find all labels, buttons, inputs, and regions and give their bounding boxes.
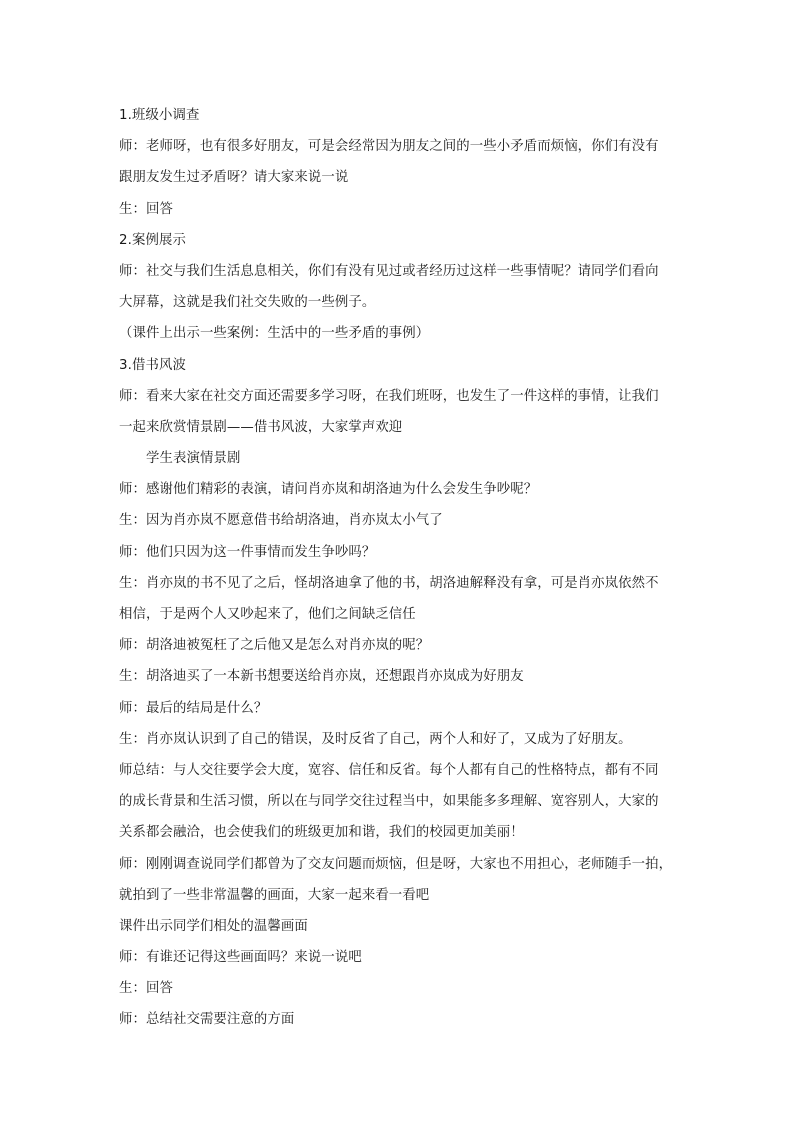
paragraph-line: 的成长背景和生活习惯，所以在与同学交往过程当中，如果能多多理解、宽容别人，大家的 (119, 794, 659, 810)
section-heading: 1.班级小调查 (119, 108, 200, 123)
paragraph-line: 跟朋友发生过矛盾呀？请大家来说一说 (119, 170, 349, 186)
paragraph-line: 师：感谢他们精彩的表演，请问肖亦岚和胡洛迪为什么会发生争吵呢？ (119, 482, 538, 498)
section-heading: 2.案例展示 (119, 232, 186, 248)
document-body (119, 100, 679, 1036)
paragraph-line: 一起来欣赏情景剧——借书风波，大家掌声欢迎 (119, 419, 403, 435)
paragraph-line: 师：他们只因为这一件事情而发生争吵吗？ (119, 544, 376, 560)
paragraph-line: 师：刚刚调查说同学们都曾为了交友问题而烦恼，但是呀，大家也不用担心，老师随手一拍， (119, 856, 673, 872)
paragraph-line: 课件出示同学们相处的温馨画面 (119, 918, 308, 934)
paragraph-line: 生：回答 (119, 201, 173, 217)
paragraph-line: 师：总结社交需要注意的方面 (119, 1012, 295, 1028)
paragraph-line: 生：回答 (119, 981, 173, 997)
paragraph-line: 就拍到了一些非常温馨的画面，大家一起来看一看吧 (119, 887, 430, 903)
paragraph-line: 师：社交与我们生活息息相关，你们有没有见过或者经历过这样一些事情呢？请同学们看向 (119, 263, 659, 279)
paragraph-line: 师：老师呀，也有很多好朋友，可是会经常因为朋友之间的一些小矛盾而烦恼，你们有没有 (119, 139, 659, 155)
paragraph-line: 师：胡洛迪被冤枉了之后他又是怎么对肖亦岚的呢？ (119, 638, 430, 654)
paragraph-line: 师：看来大家在社交方面还需要多学习呀，在我们班呀，也发生了一件这样的事情，让我们 (119, 388, 659, 404)
paragraph-line: 学生表演情景剧 (146, 451, 241, 467)
paragraph-line: （课件上出示一些案例：生活中的一些矛盾的事例） (119, 326, 430, 342)
paragraph-line: 关系都会融洽，也会使我们的班级更加和谐，我们的校园更加美丽！ (119, 825, 524, 841)
paragraph-line: 师总结：与人交往要学会大度，宽容、信任和反省。每个人都有自己的性格特点，都有不同 (119, 762, 659, 778)
paragraph-line: 大屏幕，这就是我们社交失败的一些例子。 (119, 295, 376, 311)
paragraph-line: 师：有谁还记得这些画面吗？来说一说吧 (119, 950, 362, 966)
section-heading: 3.借书风波 (119, 357, 186, 373)
paragraph-line: 师：最后的结局是什么？ (119, 700, 268, 716)
paragraph-line: 生：因为肖亦岚不愿意借书给胡洛迪，肖亦岚太小气了 (119, 513, 443, 529)
paragraph-line: 生：胡洛迪买了一本新书想要送给肖亦岚，还想跟肖亦岚成为好朋友 (119, 669, 524, 685)
paragraph-line: 生：肖亦岚认识到了自己的错误，及时反省了自己，两个人和好了，又成为了好朋友。 (119, 731, 632, 747)
paragraph-line: 相信，于是两个人又吵起来了，他们之间缺乏信任 (119, 607, 416, 622)
paragraph-line: 生：肖亦岚的书不见了之后，怪胡洛迪拿了他的书，胡洛迪解释没有拿，可是肖亦岚依然不 (119, 575, 659, 591)
